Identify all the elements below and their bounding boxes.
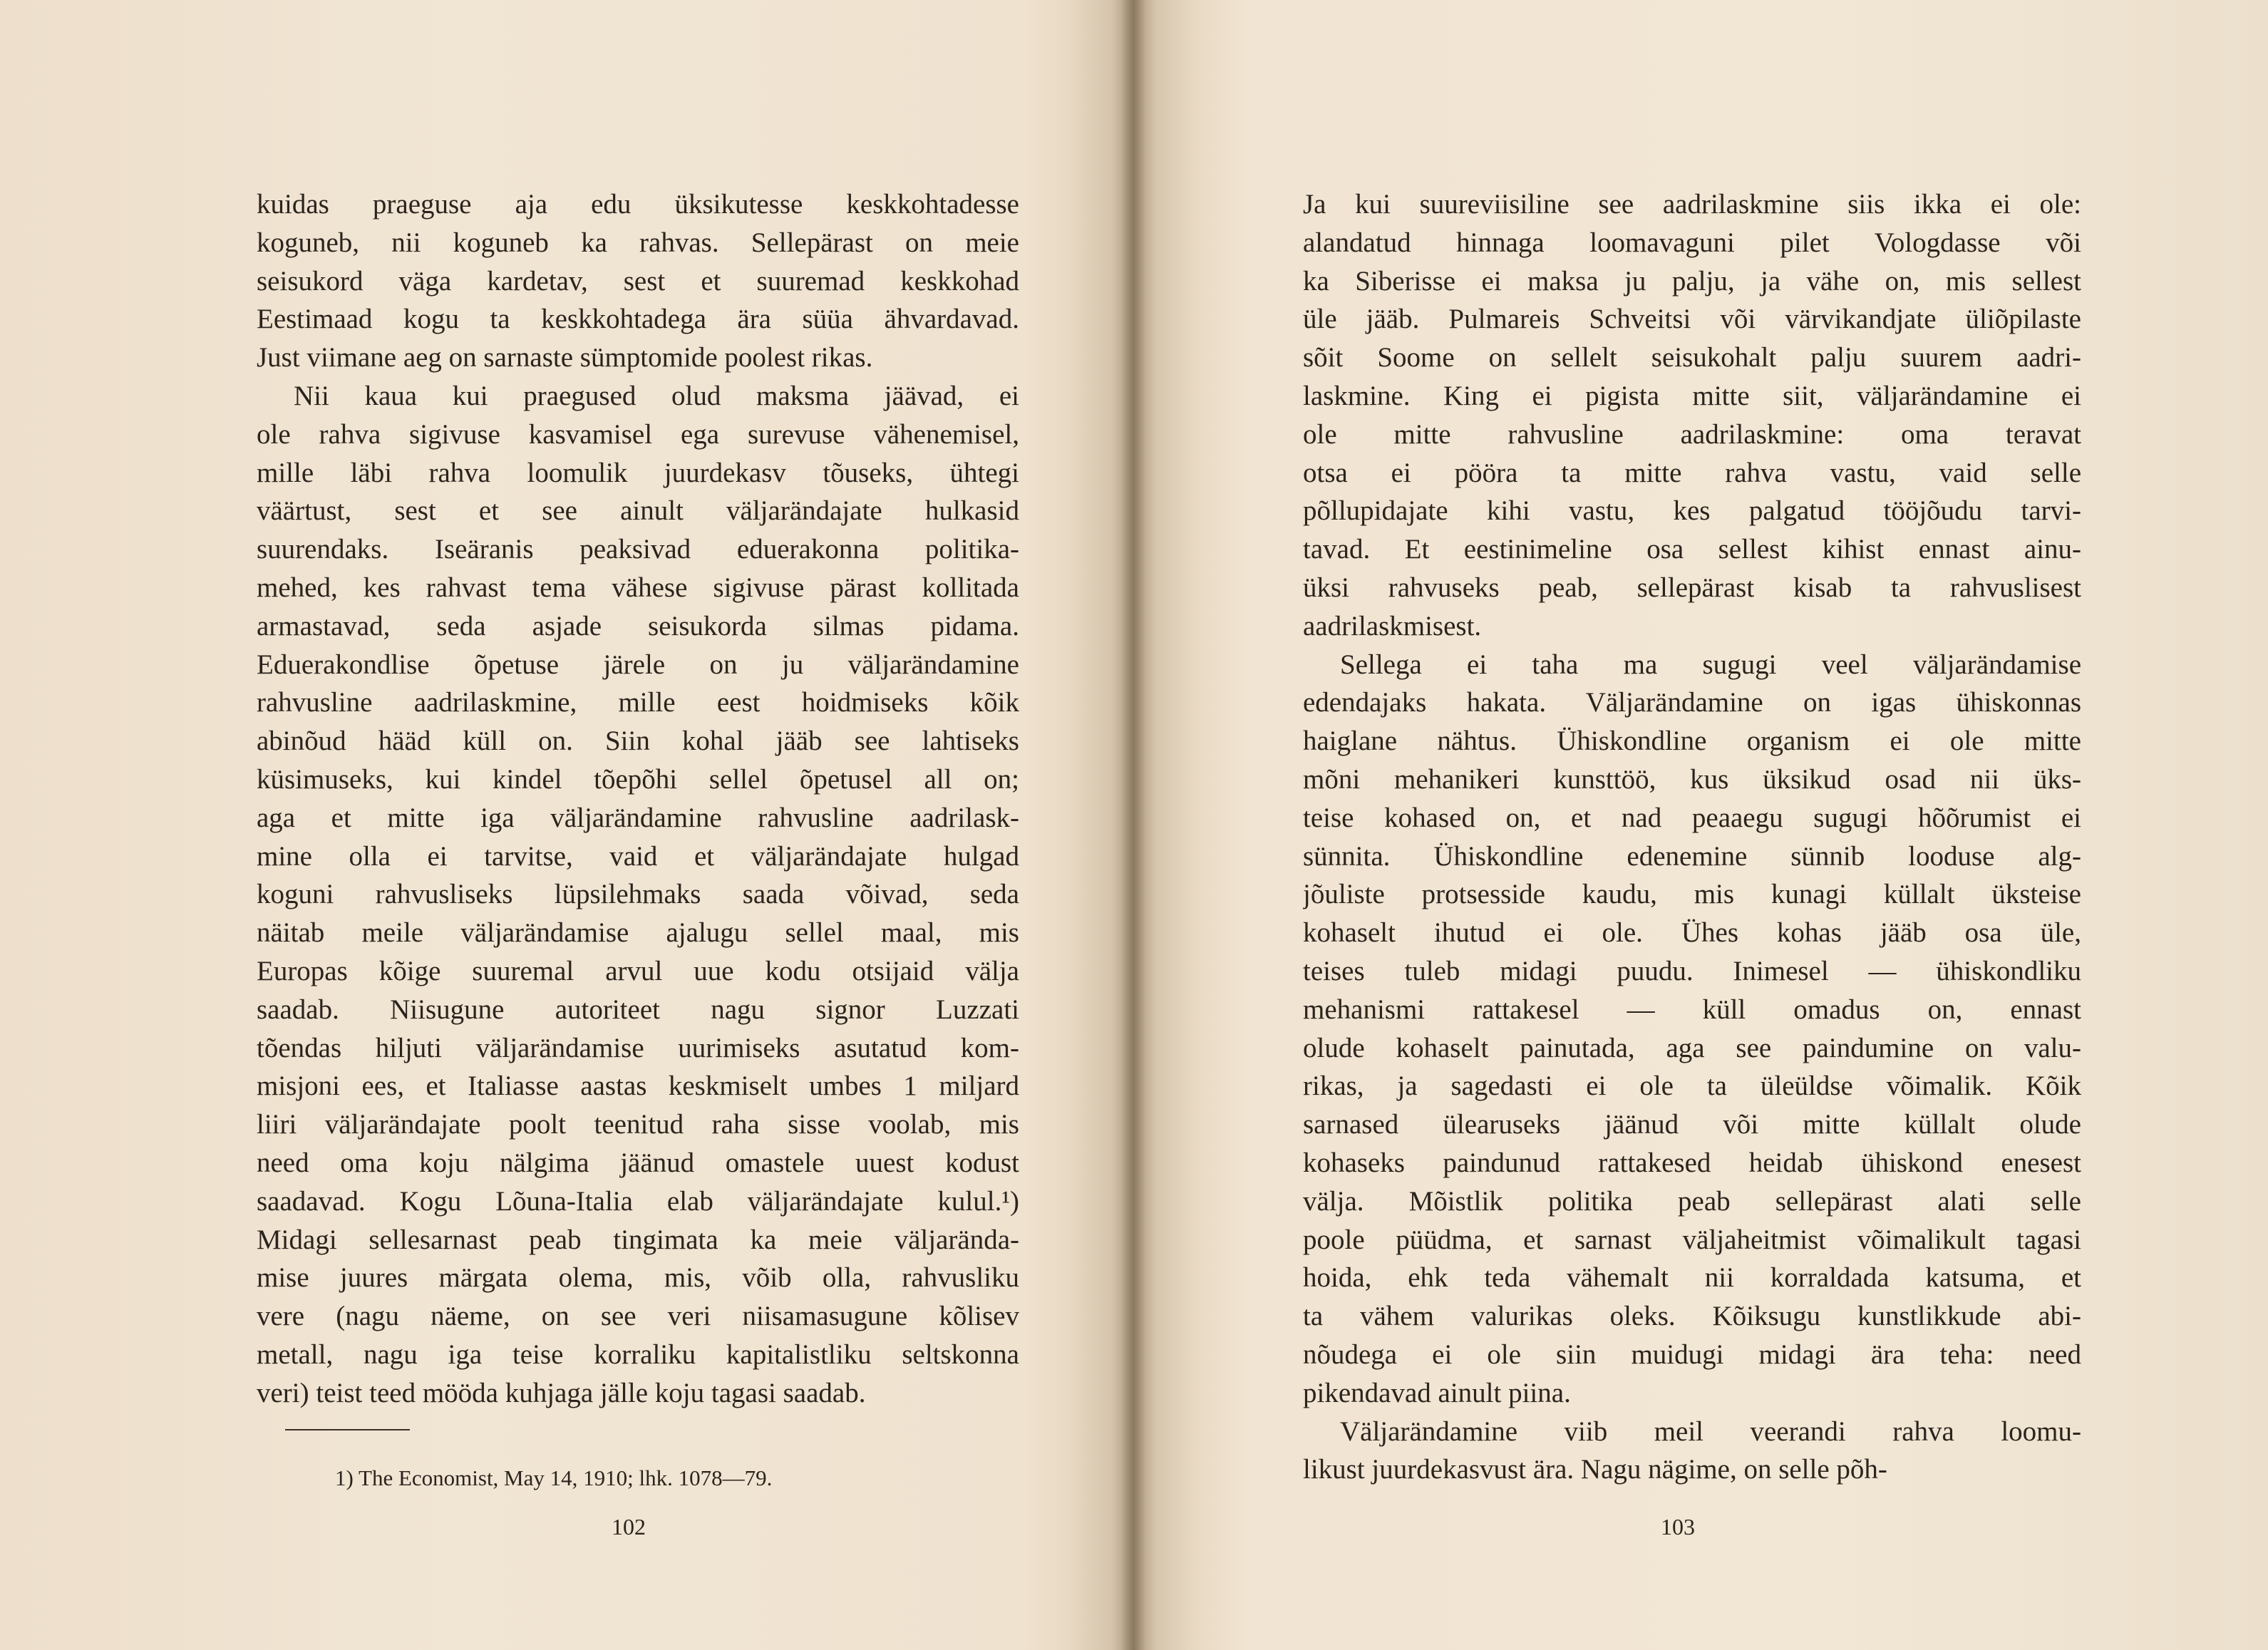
text-line: misjoni ees, et Italiasse aastas keskmiselt umbes 1 miljard xyxy=(257,1071,1019,1102)
page-number-left: 102 xyxy=(612,1514,646,1540)
text-line: Midagi sellesarnast peab tingimata ka meie väljarända- xyxy=(257,1224,1019,1255)
text-line: ole mitte rahvusline aadrilaskmine: oma teravat xyxy=(1303,418,2081,450)
text-line: jõuliste protsesside kaudu, mis kunagi küllalt üksteise xyxy=(1303,879,2081,910)
text-line: armastavad, seda asjade seisukorda silmas pidama. xyxy=(257,610,1019,641)
text-line: üksi rahvuseks peab, sellepärast kisab ta rahvuslisest xyxy=(1303,572,2081,603)
left-page-text xyxy=(257,185,1019,1413)
page-number-right: 103 xyxy=(1661,1514,1695,1540)
text-line: koguni rahvusliseks lüpsilehmaks saada võivad, seda xyxy=(257,879,1019,910)
text-line: teise kohased on, et nad peaaegu sugugi hõõrumist ei xyxy=(1303,802,2081,833)
text-line: koguneb, nii koguneb ka rahvas. Sellepärast on meie xyxy=(257,227,1019,258)
text-line: ole rahva sigivuse kasvamisel ega surevuse vähenemisel, xyxy=(257,418,1019,450)
text-line: mehed, kes rahvast tema vähese sigivuse pärast kollitada xyxy=(257,572,1019,603)
text-line: tõendas hiljuti väljarändamise uurimiseks asutatud kom- xyxy=(257,1032,1019,1063)
text-line: Sellega ei taha ma sugugi veel väljarändamise xyxy=(1340,649,2081,680)
text-line: mise juures märgata olema, mis, võib olla, rahvusliku xyxy=(257,1262,1019,1294)
text-line: mille läbi rahva loomulik juurdekasv tõuseks, ühtegi xyxy=(257,457,1019,488)
text-line: seisukord väga kardetav, sest et suuremad keskkohad xyxy=(257,265,1019,297)
text-line: ka Siberisse ei maksa ju palju, ja vähe on, mis sellest xyxy=(1303,265,2081,297)
text-line: väärtust, sest et see ainult väljarändajate hulkasid xyxy=(257,495,1019,527)
text-line: nõudega ei ole siin muidugi midagi ära teha: need xyxy=(1303,1339,2081,1370)
text-line: üle jääb. Pulmareis Schveitsi või värvikandjate üliõpilaste xyxy=(1303,304,2081,335)
text-line: ta vähem valurikas oleks. Kõiksugu kunstlikkude abi- xyxy=(1303,1301,2081,1332)
right-page xyxy=(1133,0,2268,1650)
text-line: saadavad. Kogu Lõuna-Italia elab väljarändajate kulul.¹) xyxy=(257,1185,1019,1217)
text-line: sünnita. Ühiskondline edenemine sünnib looduse alg- xyxy=(1303,840,2081,872)
text-line: abinõud hääd küll on. Siin kohal jääb see lahtiseks xyxy=(257,726,1019,757)
text-line: saadab. Niisugune autoriteet nagu signor Luzzati xyxy=(257,994,1019,1025)
text-line: poole püüdma, et sarnast väljaheitmist võimalikult tagasi xyxy=(1303,1224,2081,1255)
text-line: pikendavad ainult piina. xyxy=(1303,1377,1571,1408)
text-line: hoida, ehk teda vähemalt nii korraldada katsuma, et xyxy=(1303,1262,2081,1294)
text-line: tavad. Et eestinimeline osa sellest kihist ennast ainu- xyxy=(1303,534,2081,565)
text-line: olude kohaselt painutada, aga see paindumine on valu- xyxy=(1303,1032,2081,1063)
text-line: likust juurdekasvust ära. Nagu nägime, on selle põh- xyxy=(1303,1454,1887,1485)
text-line: metall, nagu iga teise korraliku kapitalistliku seltskonna xyxy=(257,1339,1019,1370)
text-line: otsa ei pööra ta mitte rahva vastu, vaid selle xyxy=(1303,457,2081,488)
text-line: põllupidajate kihi vastu, kes palgatud tööjõudu tarvi- xyxy=(1303,495,2081,527)
text-line: vere (nagu näeme, on see veri niisamasugune kõlisev xyxy=(257,1301,1019,1332)
text-line: aadrilaskmisest. xyxy=(1303,610,1482,641)
text-line: edendajaks hakata. Väljarändamine on igas ühiskonnas xyxy=(1303,687,2081,718)
text-line: need oma koju nälgima jäänud omastele uuest kodust xyxy=(257,1147,1019,1178)
text-line: rahvusline aadrilaskmine, mille eest hoidmiseks kõik xyxy=(257,687,1019,718)
text-line: Ja kui suureviisiline see aadrilaskmine siis ikka ei ole: xyxy=(1303,189,2081,220)
text-line: sarnased ülearuseks jäänud või mitte küllalt olude xyxy=(1303,1109,2081,1140)
text-line: haiglane nähtus. Ühiskondline organism ei ole mitte xyxy=(1303,726,2081,757)
text-line: laskmine. King ei pigista mitte siit, väljarändamine ei xyxy=(1303,380,2081,411)
text-line: küsimuseks, kui kindel tõepõhi sellel õpetusel all on; xyxy=(257,763,1019,795)
text-line: kuidas praeguse aja edu üksikutesse keskkohtadesse xyxy=(257,189,1019,220)
text-line: mõni mehanikeri kunsttöö, kus üksikud osad nii üks- xyxy=(1303,763,2081,795)
text-line: suurendaks. Iseäranis peaksivad eduerakonna politika- xyxy=(257,534,1019,565)
text-line: liiri väljarändajate poolt teenitud raha sisse voolab, mis xyxy=(257,1109,1019,1140)
text-line: alandatud hinnaga loomavaguni pilet Vologdasse või xyxy=(1303,227,2081,258)
text-line: sõit Soome on sellelt seisukohalt palju suurem aadri- xyxy=(1303,342,2081,373)
footnote-rule xyxy=(285,1429,410,1430)
text-line: mine olla ei tarvitse, vaid et väljarändajate hulgad xyxy=(257,840,1019,872)
text-line: välja. Mõistlik politika peab sellepärast alati selle xyxy=(1303,1185,2081,1217)
text-line: kohaselt ihutud ei ole. Ühes kohas jääb osa üle, xyxy=(1303,917,2081,949)
text-line: Eduerakondlise õpetuse järele on ju väljarändamine xyxy=(257,649,1019,680)
right-page-text xyxy=(1303,185,2081,1489)
text-line: Eestimaad kogu ta keskkohtadega ära süüa ähvardavad. xyxy=(257,304,1019,335)
text-line: veri) teist teed mööda kuhjaga jälle koju tagasi saadab. xyxy=(257,1377,866,1408)
text-line: aga et mitte iga väljarändamine rahvusline aadrilask- xyxy=(257,802,1019,833)
text-line: kohaseks paindunud rattakesed heidab ühiskond enesest xyxy=(1303,1147,2081,1178)
text-line: mehanismi rattakesel — küll omadus on, ennast xyxy=(1303,994,2081,1025)
left-page xyxy=(0,0,1126,1650)
text-line: teises tuleb midagi puudu. Inimesel — ühiskondliku xyxy=(1303,955,2081,986)
text-line: Nii kaua kui praegused olud maksma jäävad, ei xyxy=(294,380,1019,411)
text-line: näitab meile väljarändamise ajalugu sellel maal, mis xyxy=(257,917,1019,949)
text-line: rikas, ja sagedasti ei ole ta üleüldse võimalik. Kõik xyxy=(1303,1071,2081,1102)
footnote: 1) The Economist, May 14, 1910; lhk. 1078—79. xyxy=(335,1465,773,1490)
text-line: Europas kõige suuremal arvul uue kodu otsijaid välja xyxy=(257,955,1019,986)
text-line: Väljarändamine viib meil veerandi rahva loomu- xyxy=(1340,1416,2081,1447)
text-line: Just viimane aeg on sarnaste sümptomide poolest rikas. xyxy=(257,342,873,373)
